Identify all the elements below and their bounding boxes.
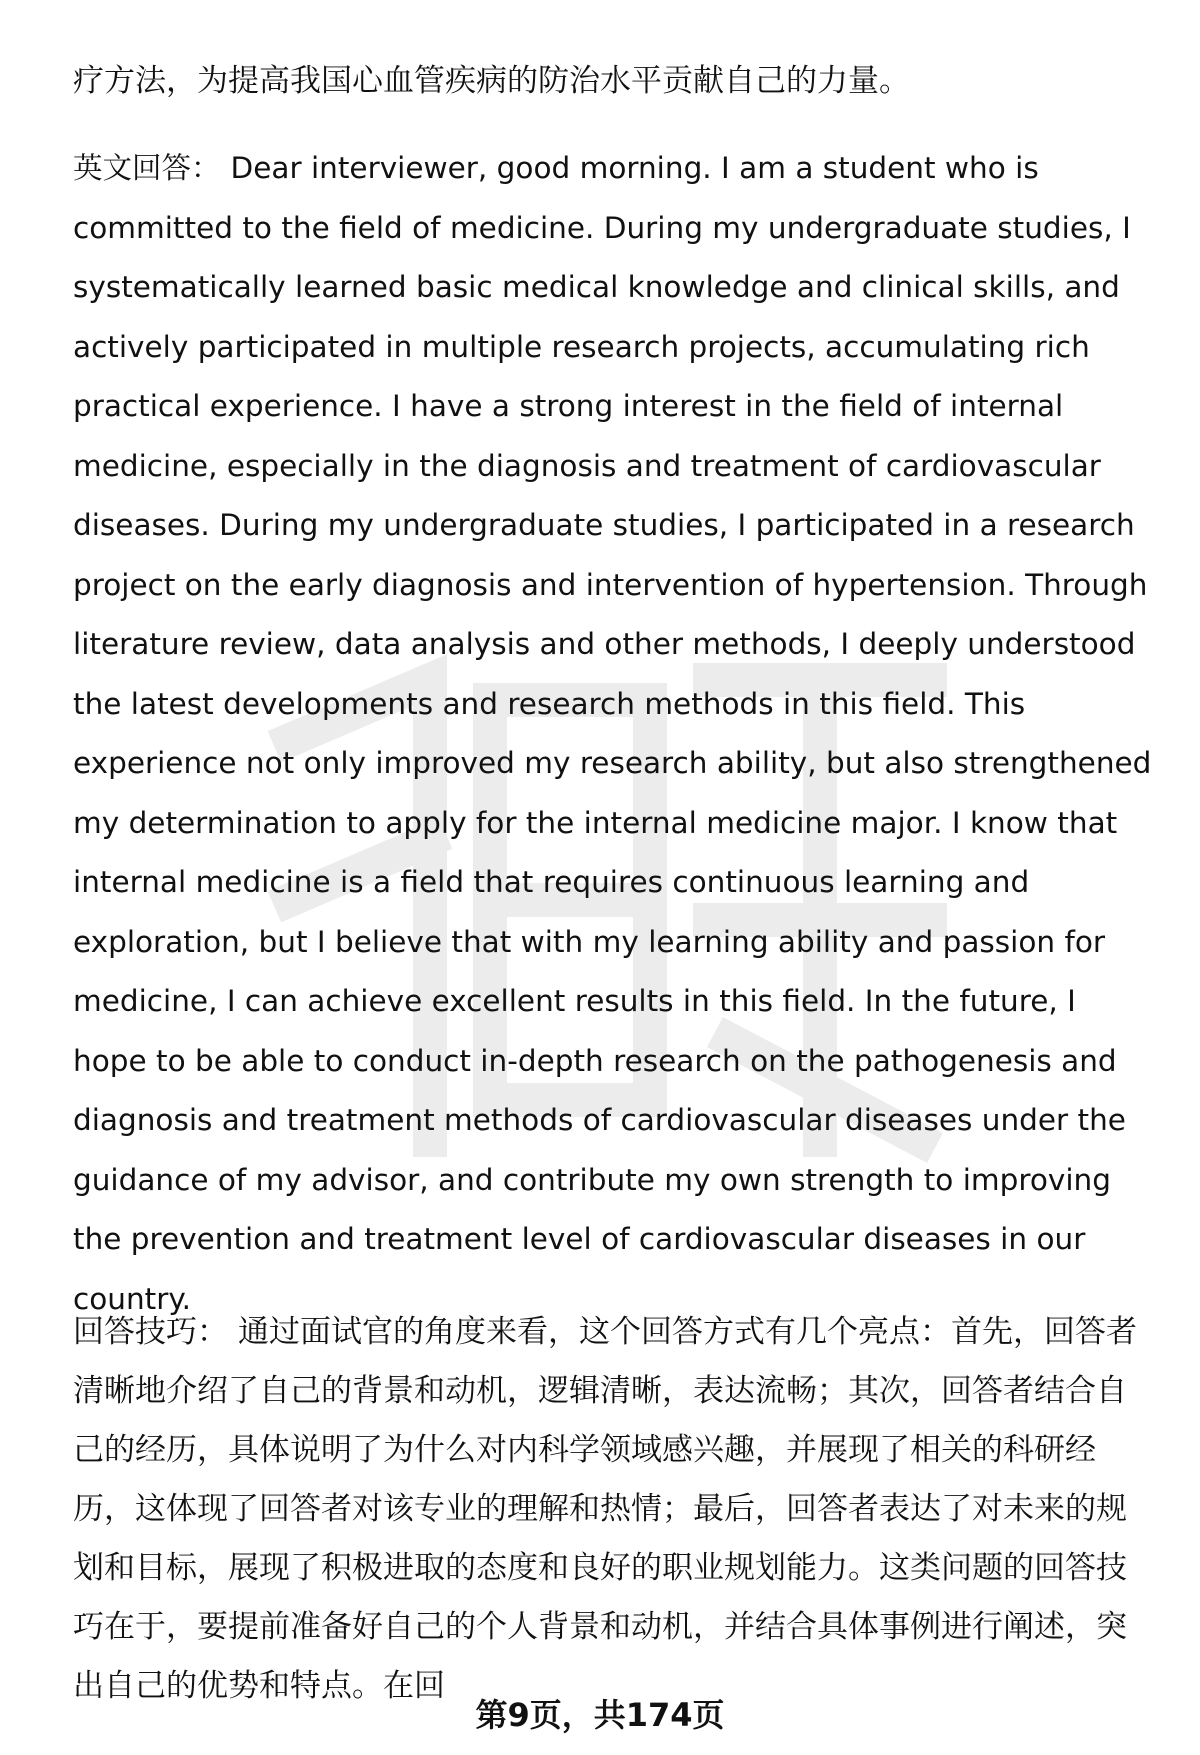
page-number-footer: 第9页，共174页 [475,1696,725,1734]
english-answer-paragraph [73,139,1155,1329]
answer-tips-label: 回答技巧： [73,1314,228,1350]
english-answer-label: 英文回答： [73,151,221,185]
answer-tips-paragraph [73,1303,1155,1716]
english-answer-text: Dear interviewer, good morning. I am a student who is committed to the field of medicine. During my undergraduate studies, I systematically learned basic medical knowledge and clinical skills, and actively participated in multiple research projects, accumulating rich practical experience. I have a strong interest in the field of internal medicine, especially in the diagnosis and treatment of cardiovascular diseases. During my undergraduate studies, I participated in a research project on the early diagnosis and intervention of hypertension. Through literature review, data analysis and other methods, I deeply understood the latest developments and research methods in this field. This experience not only improved my research ability, but also strengthened my determination to apply for the internal medicine major. I know that internal medicine is a field that requires continuous learning and exploration, but I believe that with my learning ability and passion for medicine, I can achieve excellent results in this field. In the future, I hope to be able to conduct in-depth research on the pathogenesis and diagnosis and treatment methods of cardiovascular diseases under the guidance of my advisor, and contribute my own strength to improving the prevention and treatment level of cardiovascular diseases in our country. [73,151,1152,1316]
answer-tips-text: 通过面试官的角度来看，这个回答方式有几个亮点：首先，回答者清晰地介绍了自己的背景和动机，逻辑清晰，表达流畅；其次，回答者结合自己的经历，具体说明了为什么对内科学领域感兴趣，并展现了相关的科研经历，这体现了回答者对该专业的理解和热情；最后，回答者表达了对未来的规划和目标，展现了积极进取的态度和良好的职业规划能力。这类问题的回答技巧在于，要提前准备好自己的个人背景和动机，并结合具体事例进行阐述，突出自己的优势和特点。在回 [73,1314,1137,1704]
continuation-paragraph [73,52,1155,112]
continuation-text: 疗方法，为提高我国心血管疾病的防治水平贡献自己的力量。 [73,63,910,99]
